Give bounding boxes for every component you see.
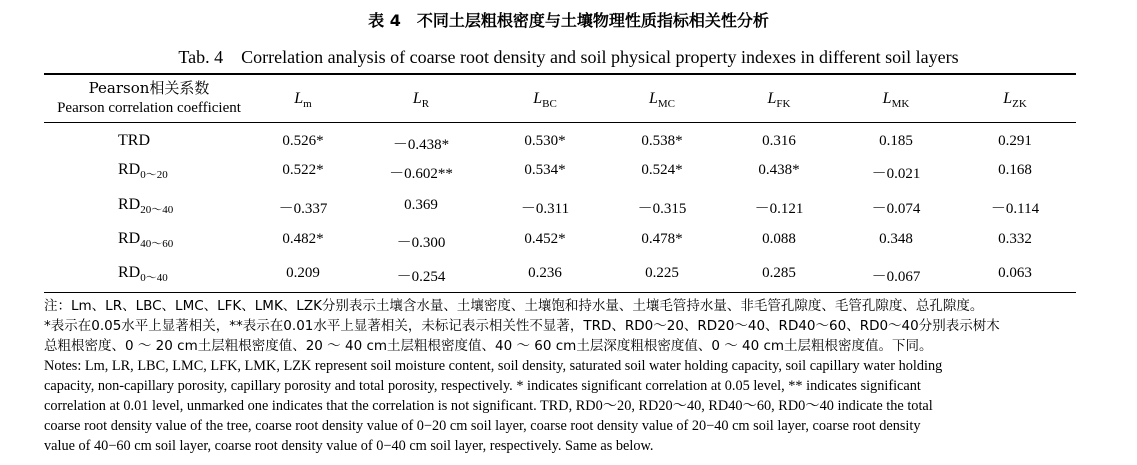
note-en-2: capacity, non-capillary porosity, capillary porosity and total porosity, respectively. * indicates significant correlation at 0.05 level, ** indicates significant: [44, 378, 921, 394]
table-cell: －0.114: [990, 201, 1040, 217]
note-en-4: coarse root density value of the tree, coarse root density value of 0−20 cm soil layer, coarse root density value of 20−40 cm soil layer, coarse root density: [44, 418, 921, 434]
table-header-rule: [44, 122, 1076, 123]
table-title-cn: 表 4 不同土层粗根密度与土壤物理性质指标相关性分析: [368, 11, 769, 30]
table-cell: 0.524*: [641, 162, 683, 178]
table-cell: 0.348: [879, 231, 913, 247]
table-cell: 0.530*: [524, 133, 566, 149]
table-cell: 0.438*: [758, 162, 800, 178]
table-cell: －0.121: [754, 201, 804, 217]
note-en-3: correlation at 0.01 level, unmarked one indicates that the correlation is not significant. TRD, RD0～20, RD20～40, RD40～60, RD0～40 indicate the total: [44, 398, 933, 414]
table-cell: 0.478*: [641, 231, 683, 247]
table-cell: 0.482*: [282, 231, 324, 247]
table-cell: 0.332: [998, 231, 1032, 247]
column-header: $L_{MK}$: [882, 90, 910, 111]
table-cell: －0.300: [396, 235, 446, 251]
header-left-cn: Pearson相关系数: [88, 79, 210, 97]
note-en-1: Notes: Lm, LR, LBC, LMC, LFK, LMK, LZK represent soil moisture content, soil density, saturated soil water holding capacity, soil capillary water holding: [44, 358, 943, 374]
row-label: $RD_{0\sim 40}$: [118, 264, 168, 285]
table-cell: 0.291: [998, 133, 1032, 149]
table-cell: 0.209: [286, 265, 320, 281]
table-cell: －0.021: [871, 166, 921, 182]
table-cell: 0.538*: [641, 133, 683, 149]
row-label: $RD_{20\sim 40}$: [118, 196, 174, 217]
table-cell: －0.315: [637, 201, 687, 217]
column-header: $L_{FK}$: [767, 90, 791, 111]
header-left: [44, 78, 254, 118]
table-cell: 0.185: [879, 133, 913, 149]
column-header: $L_m$: [294, 90, 312, 111]
table-cell: －0.311: [520, 201, 570, 217]
table-cell: 0.088: [762, 231, 796, 247]
table-cell: －0.254: [396, 269, 446, 285]
note-cn-3: 总粗根密度、0 ～ 20 cm土层粗根密度值、20 ～ 40 cm土层粗根密度值、40 ～ 60 cm土层深度粗根密度值、0 ～ 40 cm土层粗根密度值。下同。: [44, 338, 933, 354]
table-cell: 0.063: [998, 265, 1032, 281]
table-cell: 0.522*: [282, 162, 324, 178]
table-cell: 0.236: [528, 265, 562, 281]
row-label: $RD_{0\sim 20}$: [118, 161, 168, 182]
column-header: $L_R$: [412, 90, 430, 111]
table-cell: 0.285: [762, 265, 796, 281]
header-left-en: Pearson correlation coefficient: [57, 100, 241, 116]
table-top-rule: [44, 73, 1076, 75]
table-cell: －0.067: [871, 269, 921, 285]
table-title-en: Tab. 4 Correlation analysis of coarse root density and soil physical property indexes in different soil layers: [178, 47, 959, 67]
table-cell: －0.438*: [392, 137, 450, 153]
table-cell: 0.225: [645, 265, 679, 281]
table-cell: －0.337: [278, 201, 328, 217]
note-cn-2: *表示在0.05水平上显著相关，**表示在0.01水平上显著相关，未标记表示相关性不显著，TRD、RD0～20、RD20～40、RD40～60、RD0～40分别表示树木: [44, 318, 1000, 334]
column-header: $L_{ZK}$: [1003, 90, 1027, 111]
row-label: TRD: [118, 132, 150, 149]
row-label: $RD_{40\sim 60}$: [118, 230, 174, 251]
note-cn-1: 注：Lm、LR、LBC、LMC、LFK、LMK、LZK分别表示土壤含水量、土壤密度、土壤饱和持水量、土壤毛管持水量、非毛管孔隙度、毛管孔隙度、总孔隙度。: [44, 298, 984, 314]
table-cell: 0.316: [762, 133, 796, 149]
table-cell: －0.602**: [389, 166, 453, 182]
table-notes: [44, 296, 1084, 456]
table-bottom-rule: [44, 292, 1076, 293]
table-cell: 0.534*: [524, 162, 566, 178]
column-header: $L_{MC}$: [648, 90, 676, 111]
table-cell: 0.526*: [282, 133, 324, 149]
column-header: $L_{BC}$: [533, 90, 557, 111]
table-cell: 0.168: [998, 162, 1032, 178]
table-cell: －0.074: [871, 201, 921, 217]
table-cell: 0.452*: [524, 231, 566, 247]
table-cell: 0.369: [404, 197, 438, 213]
note-en-5: value of 40−60 cm soil layer, coarse root density value of 0−40 cm soil layer, respectively. Same as below.: [44, 438, 654, 454]
